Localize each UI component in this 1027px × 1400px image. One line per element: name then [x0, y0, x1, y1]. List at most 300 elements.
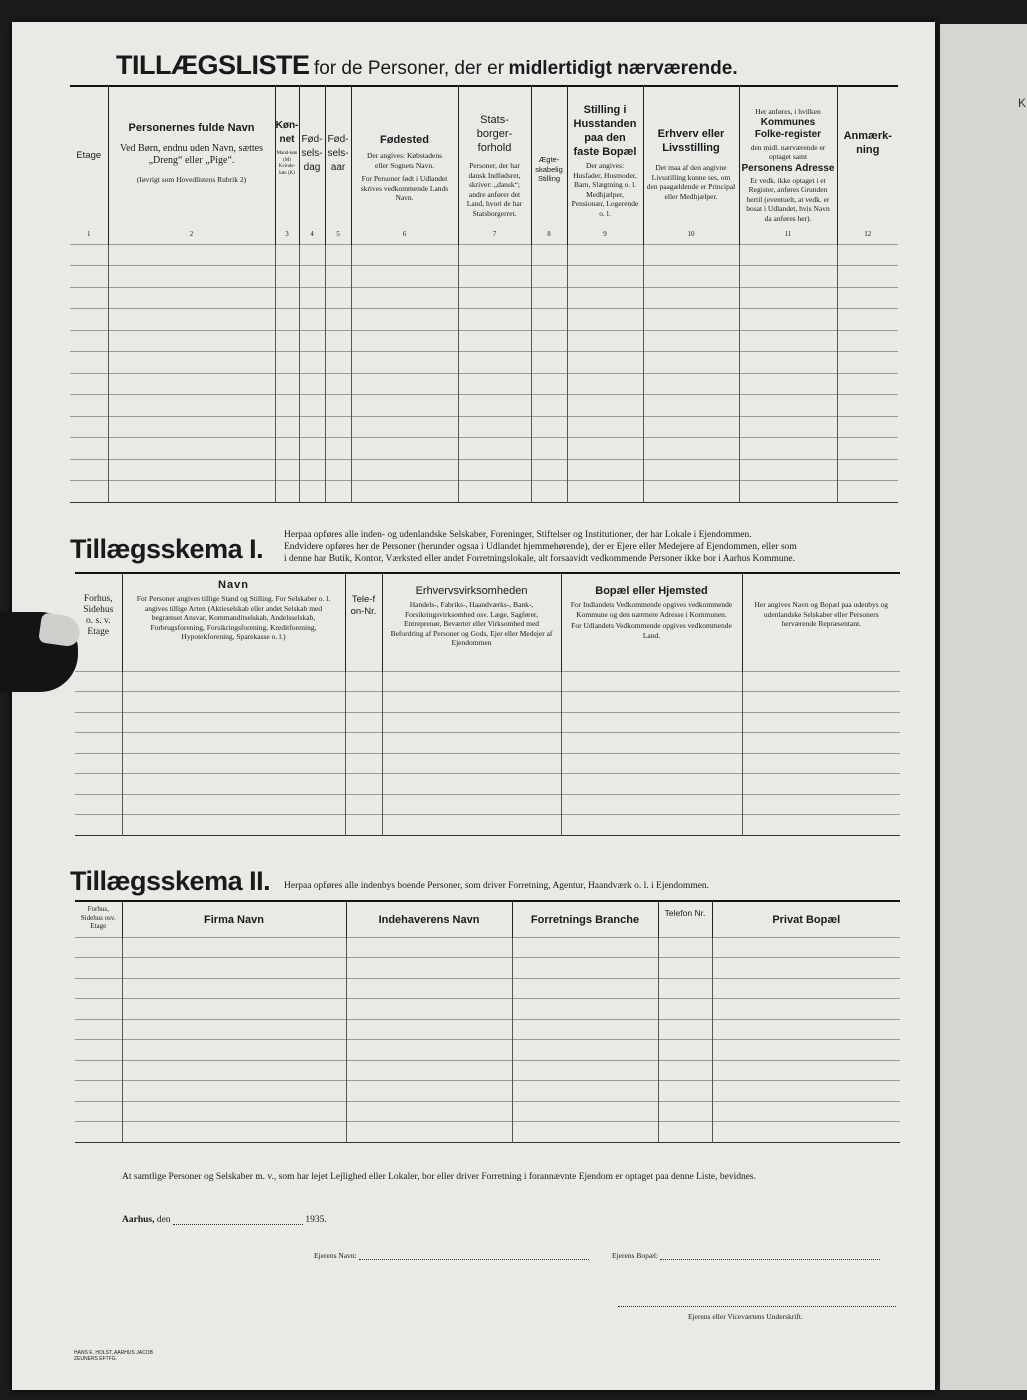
table-row[interactable]: [70, 416, 898, 438]
table-cell[interactable]: [325, 352, 351, 374]
table-cell[interactable]: [346, 1122, 512, 1143]
table-cell[interactable]: [567, 416, 643, 438]
table-cell[interactable]: [531, 266, 567, 288]
table-cell[interactable]: [742, 774, 900, 795]
table-cell[interactable]: [458, 266, 531, 288]
table-cell[interactable]: [351, 266, 458, 288]
table-cell[interactable]: [108, 266, 275, 288]
table-cell[interactable]: [70, 352, 108, 374]
table-cell[interactable]: [531, 459, 567, 481]
table-cell[interactable]: [458, 287, 531, 309]
table-cell[interactable]: [346, 999, 512, 1020]
table-cell[interactable]: [531, 373, 567, 395]
table-cell[interactable]: [658, 1101, 712, 1122]
table-cell[interactable]: [658, 1019, 712, 1040]
table-cell[interactable]: [351, 352, 458, 374]
table-cell[interactable]: [345, 774, 382, 795]
table-cell[interactable]: [122, 999, 346, 1020]
table-cell[interactable]: [75, 1060, 122, 1081]
table-cell[interactable]: [70, 330, 108, 352]
table-cell[interactable]: [122, 692, 345, 713]
table-cell[interactable]: [512, 1101, 658, 1122]
table-cell[interactable]: [108, 309, 275, 331]
main-title: [116, 50, 738, 81]
table-cell[interactable]: [382, 794, 561, 815]
table-row[interactable]: [70, 244, 898, 266]
table-cell[interactable]: [75, 794, 122, 815]
table-cell[interactable]: [299, 373, 325, 395]
s1-col-erhvervsvirksomheden: Erhvervsvirksomheden Handels-, Fabriks-, Haandværks-, Bank-, Forsikringsvirksomhed osv. Læge, Sagfører, Entreprenør, Beværter eller Virksomhed med Befordring af Personer og Gods, Ejer eller Medejer af Ejendommen: [382, 573, 561, 671]
table-cell[interactable]: [299, 330, 325, 352]
table-cell[interactable]: [531, 416, 567, 438]
table-cell[interactable]: [122, 1122, 346, 1143]
table-cell[interactable]: [531, 244, 567, 266]
table-cell[interactable]: [643, 244, 739, 266]
table-cell[interactable]: [325, 416, 351, 438]
table-cell[interactable]: [299, 481, 325, 503]
s1-col-etage: Forhus, Sidehus o. s. v. Etage: [83, 594, 114, 637]
col-aegteskabelig-stilling: Ægte-skabelig Stilling: [531, 86, 567, 230]
table-row[interactable]: [70, 309, 898, 331]
table-cell[interactable]: [742, 753, 900, 774]
table-cell[interactable]: [567, 266, 643, 288]
table-cell[interactable]: [299, 438, 325, 460]
table-cell[interactable]: [75, 692, 122, 713]
table-cell[interactable]: [837, 266, 898, 288]
table-cell[interactable]: [275, 373, 299, 395]
table-cell[interactable]: [346, 958, 512, 979]
table-cell[interactable]: [122, 958, 346, 979]
table-cell[interactable]: [658, 958, 712, 979]
date-field[interactable]: [173, 1223, 303, 1225]
table-cell[interactable]: [458, 309, 531, 331]
table-cell[interactable]: [70, 287, 108, 309]
table-cell[interactable]: [837, 244, 898, 266]
table-cell[interactable]: [531, 330, 567, 352]
table-cell[interactable]: [458, 481, 531, 503]
table-cell[interactable]: [458, 373, 531, 395]
table-cell[interactable]: [458, 330, 531, 352]
table-cell[interactable]: [275, 481, 299, 503]
table-cell[interactable]: [275, 287, 299, 309]
table-cell[interactable]: [70, 244, 108, 266]
table-row[interactable]: [75, 712, 900, 733]
table-cell[interactable]: [299, 416, 325, 438]
table-cell[interactable]: [345, 712, 382, 733]
table-cell[interactable]: [75, 958, 122, 979]
table-cell[interactable]: [643, 352, 739, 374]
table-cell[interactable]: [345, 692, 382, 713]
table-row[interactable]: [75, 978, 900, 999]
table-cell[interactable]: [275, 395, 299, 417]
col-erhverv: Erhverv eller Livsstilling Det maa af den angivne Livsstilling kunne ses, om den paagældende er Principal eller Medhjælper.: [643, 86, 739, 230]
table-cell[interactable]: [567, 244, 643, 266]
table-cell[interactable]: [346, 1019, 512, 1040]
table-cell[interactable]: [531, 438, 567, 460]
table-cell[interactable]: [122, 794, 345, 815]
table-cell[interactable]: [739, 266, 837, 288]
table-cell[interactable]: [712, 1040, 900, 1061]
table-cell[interactable]: [382, 815, 561, 836]
table-cell[interactable]: [512, 1081, 658, 1102]
table-cell[interactable]: [739, 395, 837, 417]
table-cell[interactable]: [712, 1081, 900, 1102]
table-cell[interactable]: [567, 438, 643, 460]
table-row[interactable]: [75, 937, 900, 958]
table-cell[interactable]: [512, 978, 658, 999]
table-cell[interactable]: [108, 416, 275, 438]
table-row[interactable]: [75, 1122, 900, 1143]
table-cell[interactable]: [351, 373, 458, 395]
table-cell[interactable]: [567, 330, 643, 352]
table-row[interactable]: [70, 352, 898, 374]
table-row[interactable]: [75, 692, 900, 713]
col-koennet: Køn-net Mand-køn (M) Kvinde-køn (K): [275, 86, 299, 230]
table-cell[interactable]: [458, 352, 531, 374]
table-cell[interactable]: [351, 395, 458, 417]
table-cell[interactable]: [275, 459, 299, 481]
table-cell[interactable]: [325, 287, 351, 309]
table-cell[interactable]: [712, 958, 900, 979]
table-cell[interactable]: [458, 438, 531, 460]
table-cell[interactable]: [122, 937, 346, 958]
table-row[interactable]: [75, 794, 900, 815]
table-cell[interactable]: [275, 266, 299, 288]
table-cell[interactable]: [325, 373, 351, 395]
table-cell[interactable]: [837, 330, 898, 352]
table-row[interactable]: [75, 671, 900, 692]
table-cell[interactable]: [712, 999, 900, 1020]
table-cell[interactable]: [275, 309, 299, 331]
table-cell[interactable]: [561, 794, 742, 815]
table-cell[interactable]: [346, 978, 512, 999]
table-cell[interactable]: [531, 309, 567, 331]
table-cell[interactable]: [108, 459, 275, 481]
table-cell[interactable]: [108, 373, 275, 395]
table-cell[interactable]: [122, 774, 345, 795]
table-cell[interactable]: [70, 438, 108, 460]
table-cell[interactable]: [325, 266, 351, 288]
table-cell[interactable]: [458, 395, 531, 417]
table-cell[interactable]: [837, 309, 898, 331]
table-row[interactable]: [75, 958, 900, 979]
table-cell[interactable]: [512, 1019, 658, 1040]
table-cell[interactable]: [658, 999, 712, 1020]
table-cell[interactable]: [70, 395, 108, 417]
table-cell[interactable]: [325, 244, 351, 266]
table-row[interactable]: [75, 1019, 900, 1040]
table-cell[interactable]: [712, 1101, 900, 1122]
table-cell[interactable]: [325, 395, 351, 417]
table-row[interactable]: [75, 1101, 900, 1122]
table-cell[interactable]: [75, 1101, 122, 1122]
table-cell[interactable]: [75, 733, 122, 754]
table-cell[interactable]: [643, 309, 739, 331]
table-cell[interactable]: [122, 712, 345, 733]
table-cell[interactable]: [345, 671, 382, 692]
table-cell[interactable]: [837, 416, 898, 438]
table-cell[interactable]: [658, 978, 712, 999]
table-cell[interactable]: [567, 287, 643, 309]
table-cell[interactable]: [299, 309, 325, 331]
table-cell[interactable]: [346, 1040, 512, 1061]
table-cell[interactable]: [75, 1122, 122, 1143]
table-cell[interactable]: [75, 712, 122, 733]
table-cell[interactable]: [643, 287, 739, 309]
table-cell[interactable]: [643, 459, 739, 481]
table-row[interactable]: [70, 266, 898, 288]
table-cell[interactable]: [567, 309, 643, 331]
table-cell[interactable]: [837, 459, 898, 481]
table-cell[interactable]: [742, 692, 900, 713]
den-label: den: [156, 1215, 171, 1225]
table-cell[interactable]: [531, 481, 567, 503]
table-cell[interactable]: [75, 978, 122, 999]
table-row[interactable]: [70, 438, 898, 460]
table-cell[interactable]: [742, 712, 900, 733]
table-cell[interactable]: [567, 395, 643, 417]
table-cell[interactable]: [122, 978, 346, 999]
table-row[interactable]: [70, 330, 898, 352]
table-cell[interactable]: [345, 753, 382, 774]
table-cell[interactable]: [351, 244, 458, 266]
table-cell[interactable]: [325, 438, 351, 460]
table-cell[interactable]: [837, 352, 898, 374]
table-row[interactable]: [75, 1040, 900, 1061]
table-cell[interactable]: [345, 733, 382, 754]
table-cell[interactable]: [837, 287, 898, 309]
table-cell[interactable]: [512, 1060, 658, 1081]
table-row[interactable]: [70, 481, 898, 503]
table-cell[interactable]: [346, 1101, 512, 1122]
table-cell[interactable]: [351, 330, 458, 352]
table-cell[interactable]: [299, 266, 325, 288]
owner-address-field[interactable]: [660, 1258, 880, 1260]
skema1-desc-line2: Endvidere opføres her de Personer (herunder ogsaa i Udlandet hjemmehørende), der er Ejere eller Medejere af Ejendommen, eller som: [284, 542, 797, 552]
table-cell[interactable]: [75, 1081, 122, 1102]
table-cell[interactable]: [70, 459, 108, 481]
table-cell[interactable]: [458, 416, 531, 438]
table-cell[interactable]: [351, 287, 458, 309]
table-cell[interactable]: [739, 416, 837, 438]
col-anmaerkning: Anmærk-ning: [837, 86, 898, 230]
table-cell[interactable]: [561, 692, 742, 713]
table-cell[interactable]: [108, 438, 275, 460]
s2-col-firma-navn: Firma Navn: [122, 901, 346, 937]
table-cell[interactable]: [742, 733, 900, 754]
table-cell[interactable]: [643, 438, 739, 460]
table-cell[interactable]: [712, 1019, 900, 1040]
adjacent-page: [940, 24, 1027, 1390]
table-cell[interactable]: [351, 481, 458, 503]
table-cell[interactable]: [325, 330, 351, 352]
table-row[interactable]: [75, 753, 900, 774]
table-cell[interactable]: [567, 352, 643, 374]
table-cell[interactable]: [512, 937, 658, 958]
table-cell[interactable]: [75, 937, 122, 958]
table-cell[interactable]: [351, 438, 458, 460]
table-cell[interactable]: [739, 352, 837, 374]
table-cell[interactable]: [108, 330, 275, 352]
table-cell[interactable]: [108, 395, 275, 417]
col-foedselsdag: Fød-sels-dag: [299, 86, 325, 230]
table-cell[interactable]: [712, 1122, 900, 1143]
table-cell[interactable]: [531, 395, 567, 417]
table-cell[interactable]: [567, 373, 643, 395]
table-cell[interactable]: [643, 481, 739, 503]
table-cell[interactable]: [739, 459, 837, 481]
table-cell[interactable]: [275, 416, 299, 438]
table-cell[interactable]: [742, 794, 900, 815]
table-cell[interactable]: [70, 266, 108, 288]
table-cell[interactable]: [382, 753, 561, 774]
table-cell[interactable]: [739, 309, 837, 331]
table-cell[interactable]: [658, 1040, 712, 1061]
table-cell[interactable]: [275, 352, 299, 374]
table-row[interactable]: [70, 287, 898, 309]
table-cell[interactable]: [299, 395, 325, 417]
table-cell[interactable]: [108, 244, 275, 266]
table-row[interactable]: [75, 815, 900, 836]
table-cell[interactable]: [531, 287, 567, 309]
table-cell[interactable]: [837, 481, 898, 503]
table-cell[interactable]: [382, 733, 561, 754]
table-cell[interactable]: [75, 1040, 122, 1061]
table-cell[interactable]: [299, 287, 325, 309]
table-cell[interactable]: [739, 438, 837, 460]
table-cell[interactable]: [345, 815, 382, 836]
table-cell[interactable]: [75, 1019, 122, 1040]
table-cell[interactable]: [122, 1060, 346, 1081]
table-cell[interactable]: [299, 244, 325, 266]
table-cell[interactable]: [512, 999, 658, 1020]
table-cell[interactable]: [742, 671, 900, 692]
table-row[interactable]: [70, 373, 898, 395]
table-cell[interactable]: [643, 416, 739, 438]
table-cell[interactable]: [325, 459, 351, 481]
table-cell[interactable]: [75, 671, 122, 692]
table-cell[interactable]: [122, 815, 345, 836]
table-cell[interactable]: [658, 1081, 712, 1102]
table-cell[interactable]: [643, 266, 739, 288]
table-cell[interactable]: [739, 330, 837, 352]
table-cell[interactable]: [75, 815, 122, 836]
table-cell[interactable]: [75, 774, 122, 795]
table-cell[interactable]: [739, 373, 837, 395]
table-cell[interactable]: [122, 1081, 346, 1102]
table-cell[interactable]: [345, 794, 382, 815]
table-cell[interactable]: [742, 815, 900, 836]
table-cell[interactable]: [70, 309, 108, 331]
table-cell[interactable]: [275, 244, 299, 266]
table-cell[interactable]: [567, 459, 643, 481]
table-cell[interactable]: [351, 459, 458, 481]
table-row[interactable]: [75, 1060, 900, 1081]
table-cell[interactable]: [561, 733, 742, 754]
table-cell[interactable]: [643, 330, 739, 352]
main-title-end: midlertidigt nærværende.: [508, 58, 738, 79]
table-cell[interactable]: [108, 287, 275, 309]
table-cell[interactable]: [299, 352, 325, 374]
table-cell[interactable]: [567, 481, 643, 503]
table-row[interactable]: [75, 1081, 900, 1102]
table-cell[interactable]: [325, 481, 351, 503]
table-cell[interactable]: [275, 330, 299, 352]
table-cell[interactable]: [70, 481, 108, 503]
table-cell[interactable]: [458, 459, 531, 481]
table-cell[interactable]: [70, 373, 108, 395]
table-row[interactable]: [75, 733, 900, 754]
table-cell[interactable]: [346, 937, 512, 958]
table-cell[interactable]: [351, 416, 458, 438]
table-cell[interactable]: [275, 438, 299, 460]
table-cell[interactable]: [658, 937, 712, 958]
table-cell[interactable]: [643, 395, 739, 417]
table-row[interactable]: [70, 395, 898, 417]
year-label: 1935.: [305, 1215, 327, 1225]
table-cell[interactable]: [346, 1081, 512, 1102]
table-cell[interactable]: [512, 1122, 658, 1143]
table-row[interactable]: [70, 459, 898, 481]
table-cell[interactable]: [837, 438, 898, 460]
table-cell[interactable]: [75, 999, 122, 1020]
table-row[interactable]: [75, 999, 900, 1020]
table-cell[interactable]: [512, 958, 658, 979]
table-cell[interactable]: [108, 481, 275, 503]
table-cell[interactable]: [712, 978, 900, 999]
table-cell[interactable]: [122, 753, 345, 774]
owner-name-field[interactable]: [359, 1258, 589, 1260]
table-cell[interactable]: [739, 287, 837, 309]
table-cell[interactable]: [561, 774, 742, 795]
table-cell[interactable]: [739, 244, 837, 266]
table-cell[interactable]: [712, 1060, 900, 1081]
table-cell[interactable]: [561, 712, 742, 733]
table-cell[interactable]: [299, 459, 325, 481]
table-cell[interactable]: [122, 733, 345, 754]
table-row[interactable]: [75, 774, 900, 795]
table-cell[interactable]: [351, 309, 458, 331]
table-cell[interactable]: [382, 712, 561, 733]
table-cell[interactable]: [561, 671, 742, 692]
table-cell[interactable]: [458, 244, 531, 266]
table-cell[interactable]: [75, 753, 122, 774]
table-cell[interactable]: [561, 753, 742, 774]
table-cell[interactable]: [382, 774, 561, 795]
table-cell[interactable]: [122, 1019, 346, 1040]
table-cell[interactable]: [70, 416, 108, 438]
table-cell[interactable]: [346, 1060, 512, 1081]
table-cell[interactable]: [108, 352, 275, 374]
table-cell[interactable]: [122, 1040, 346, 1061]
table-cell[interactable]: [643, 373, 739, 395]
table-cell[interactable]: [712, 937, 900, 958]
table-cell[interactable]: [512, 1040, 658, 1061]
table-cell[interactable]: [531, 352, 567, 374]
table-cell[interactable]: [837, 373, 898, 395]
table-cell[interactable]: [382, 692, 561, 713]
table-cell[interactable]: [739, 481, 837, 503]
table-cell[interactable]: [837, 395, 898, 417]
table-cell[interactable]: [561, 815, 742, 836]
signature-field[interactable]: [618, 1306, 896, 1307]
table-cell[interactable]: [122, 671, 345, 692]
table-cell[interactable]: [658, 1122, 712, 1143]
table-cell[interactable]: [382, 671, 561, 692]
table-cell[interactable]: [658, 1060, 712, 1081]
table-cell[interactable]: [325, 309, 351, 331]
table-cell[interactable]: [122, 1101, 346, 1122]
